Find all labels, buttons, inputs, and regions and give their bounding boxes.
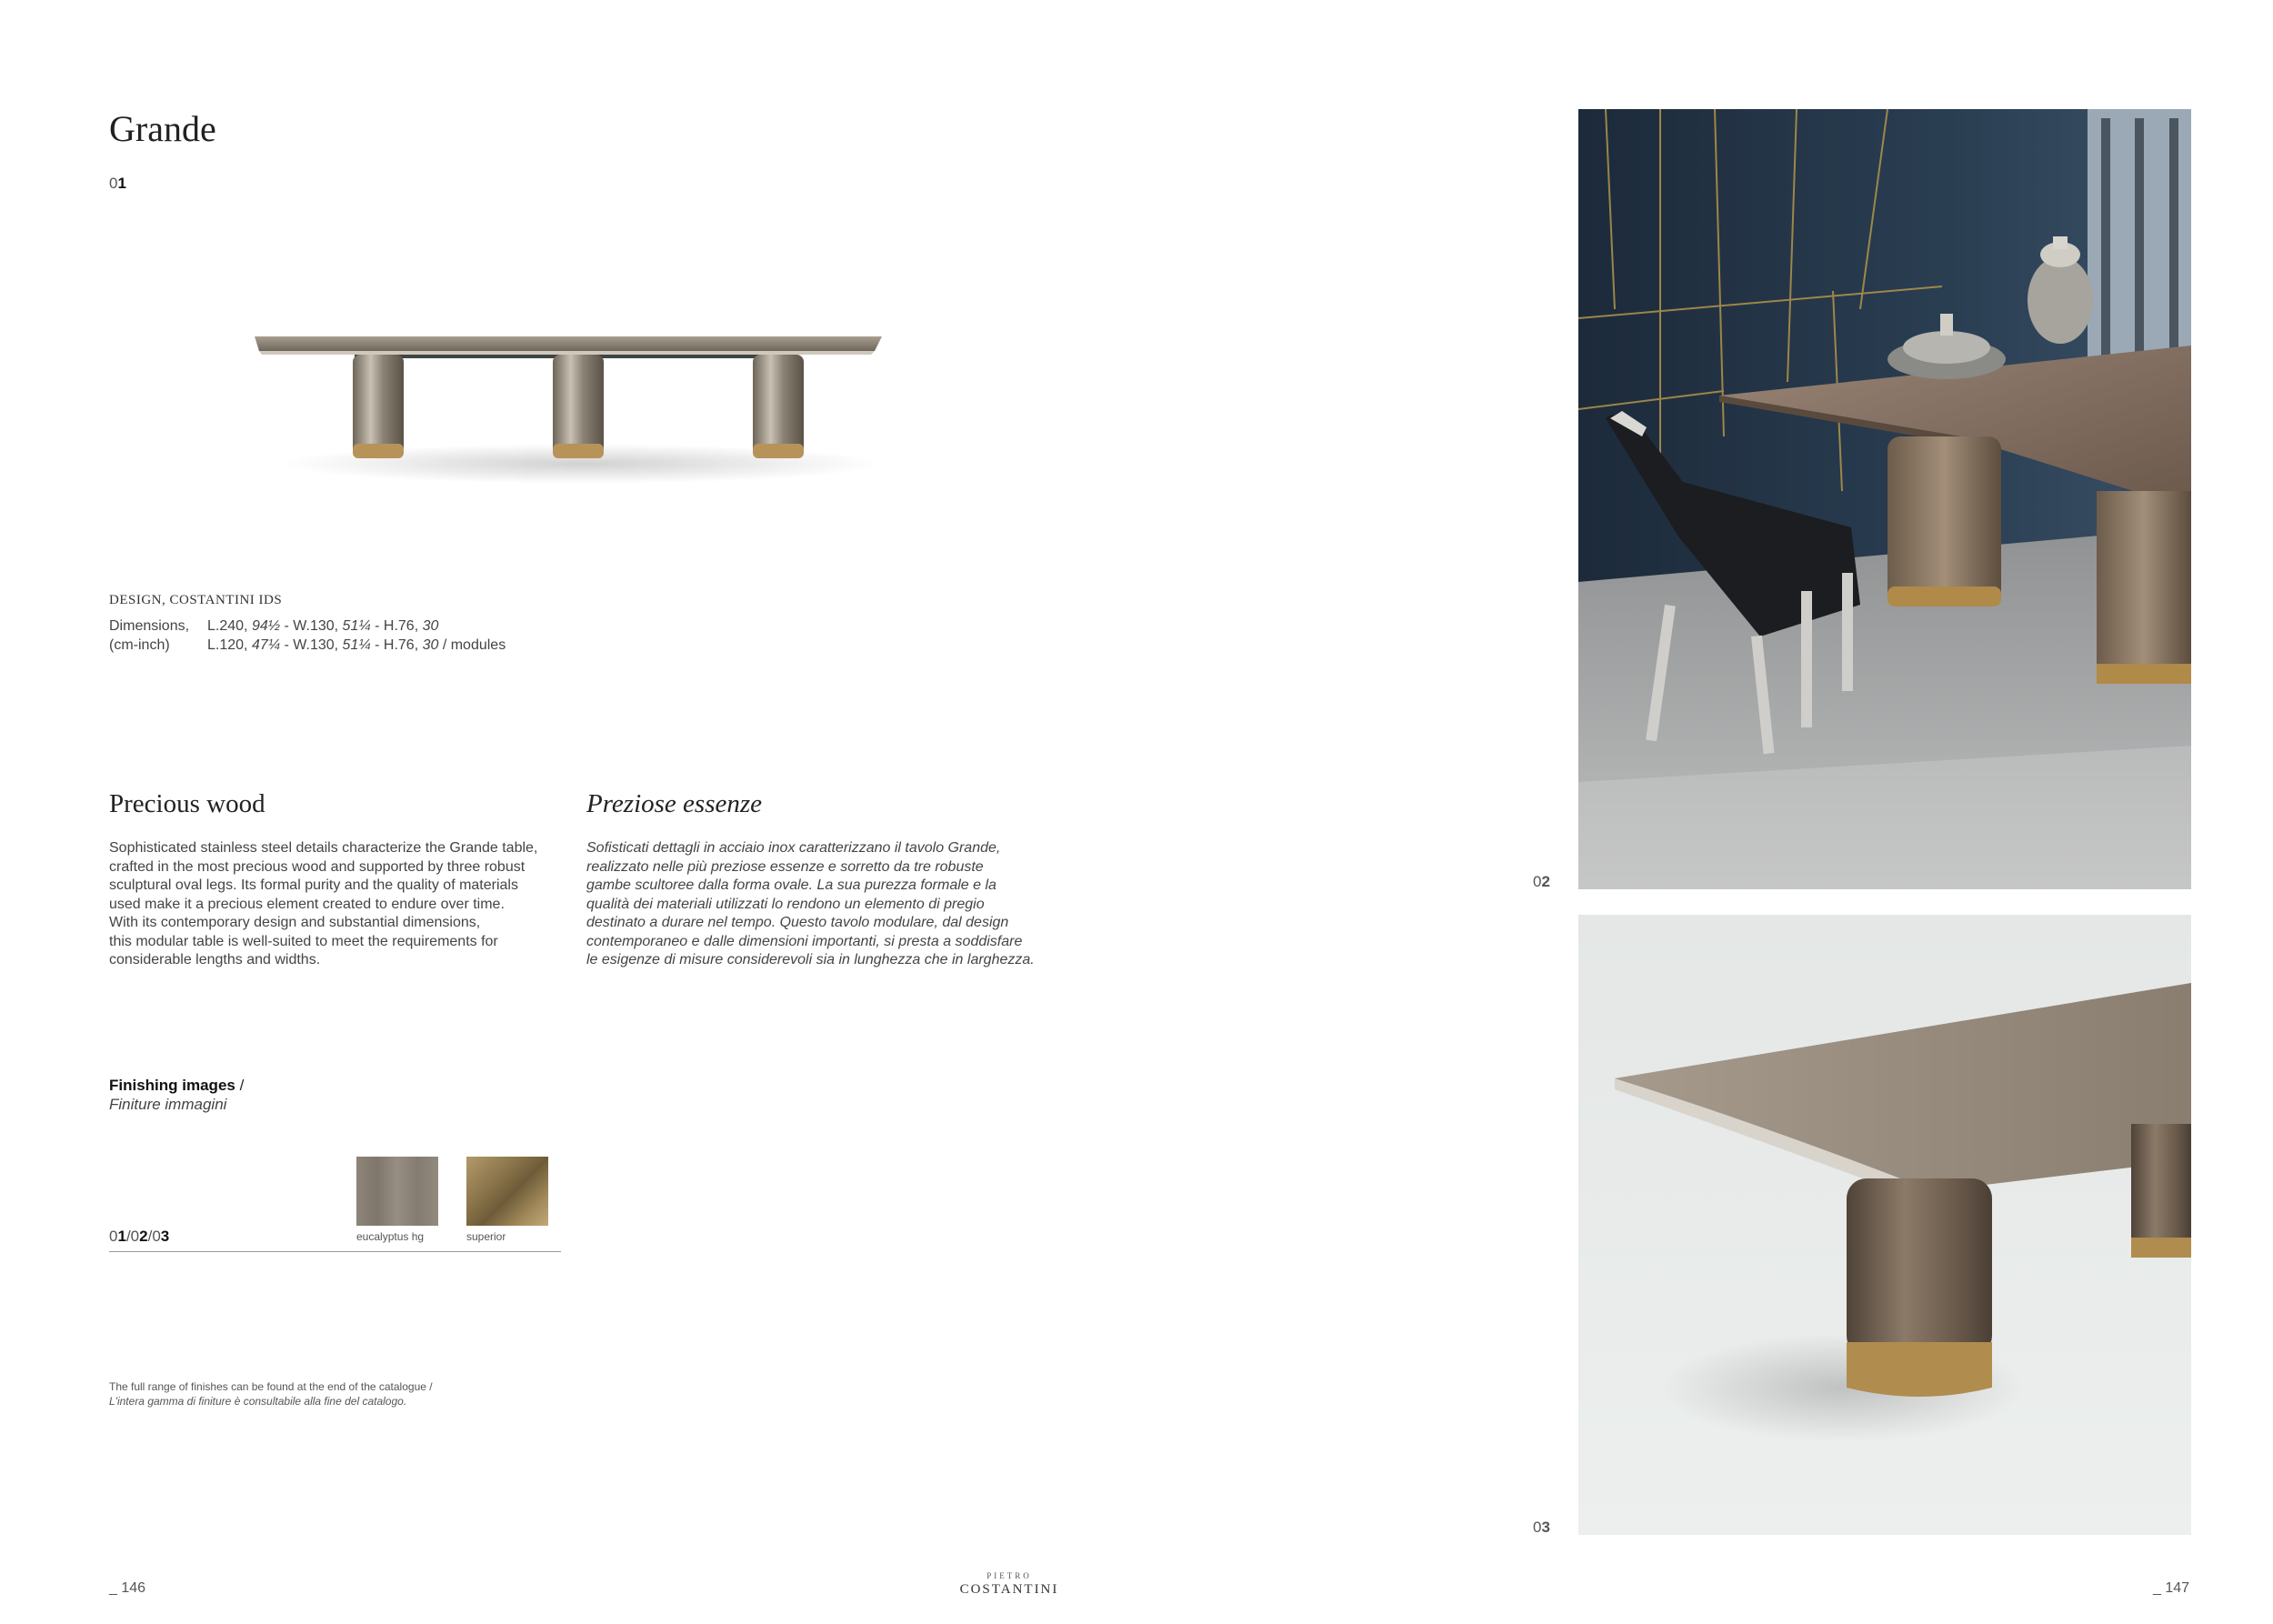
- dimensions-row-2: (cm-inch) L.120, 47¼ - W.130, 51¼ - H.76, 30 / modules: [109, 637, 506, 653]
- table-product-image: [245, 318, 900, 500]
- design-credit: DESIGN, COSTANTINI IDS: [109, 593, 283, 607]
- italian-heading: Preziose essenze: [586, 789, 763, 818]
- italian-line: gambe scultoree dalla forma ovale. La sua purezza formale e la: [586, 877, 996, 893]
- english-line: crafted in the most precious wood and supported by three robust: [109, 858, 526, 875]
- swatch-label: superior: [466, 1230, 506, 1243]
- brand-logo: COSTANTINI: [959, 1582, 1059, 1597]
- english-line: this modular table is well-suited to meet the requirements for: [109, 933, 498, 949]
- italian-line: destinato a durare nel tempo. Questo tavolo modulare, dal design: [586, 915, 1009, 930]
- page-number-left: _ 146: [109, 1580, 146, 1596]
- english-heading: Precious wood: [109, 789, 265, 818]
- finishes-note-en: The full range of finishes can be found at the end of the catalogue /: [109, 1380, 433, 1393]
- finishing-subheading: Finiture immagini: [109, 1096, 227, 1113]
- english-line: Sophisticated stainless steel details characterize the Grande table,: [109, 840, 538, 856]
- swatch-superior: [466, 1157, 548, 1226]
- swatch-eucalyptus-hg: [356, 1157, 438, 1226]
- italian-line: contemporaneo e dalle dimensioni importanti, si presta a soddisfare: [586, 933, 1023, 949]
- divider: [109, 1251, 561, 1252]
- english-line: With its contemporary design and substantial dimensions,: [109, 915, 481, 930]
- italian-line: realizzato nelle più preziose essenze e sorretto da tre robuste: [586, 858, 984, 875]
- dining-room-photo: [1578, 109, 2191, 889]
- table-detail-photo: [1578, 915, 2191, 1535]
- image-number-01: 01: [109, 175, 126, 192]
- image-number-02: 02: [1533, 873, 1550, 890]
- italian-line: le esigenze di misure considerevoli sia in lunghezza che in larghezza.: [586, 952, 1035, 967]
- dimensions-row-1: Dimensions, L.240, 94½ - W.130, 51¼ - H.76, 30: [109, 618, 439, 634]
- english-line: sculptural oval legs. Its formal purity and the quality of materials: [109, 877, 518, 893]
- swatch-label: eucalyptus hg: [356, 1230, 425, 1243]
- brand-logo-small: PIETRO: [986, 1571, 1032, 1580]
- italian-description: [586, 839, 1059, 970]
- dimensions-block: [109, 617, 506, 655]
- finishing-heading: Finishing images /: [109, 1077, 245, 1094]
- product-title: Grande: [109, 108, 216, 149]
- english-line: used make it a precious element created to endure over time.: [109, 896, 505, 912]
- italian-line: qualità dei materiali utilizzati lo rendono un elemento di pregio: [586, 896, 985, 912]
- finish-image-codes: 01/02/03: [109, 1228, 170, 1245]
- english-line: considerable lengths and widths.: [109, 952, 321, 967]
- finishes-note-it: L'intera gamma di finiture è consultabile alla fine del catalogo.: [109, 1395, 407, 1408]
- page-number-right: _ 147: [2153, 1580, 2190, 1596]
- english-description: [109, 839, 564, 970]
- italian-line: Sofisticati dettagli in acciaio inox caratterizzano il tavolo Grande,: [586, 840, 1001, 856]
- image-number-03: 03: [1533, 1519, 1550, 1536]
